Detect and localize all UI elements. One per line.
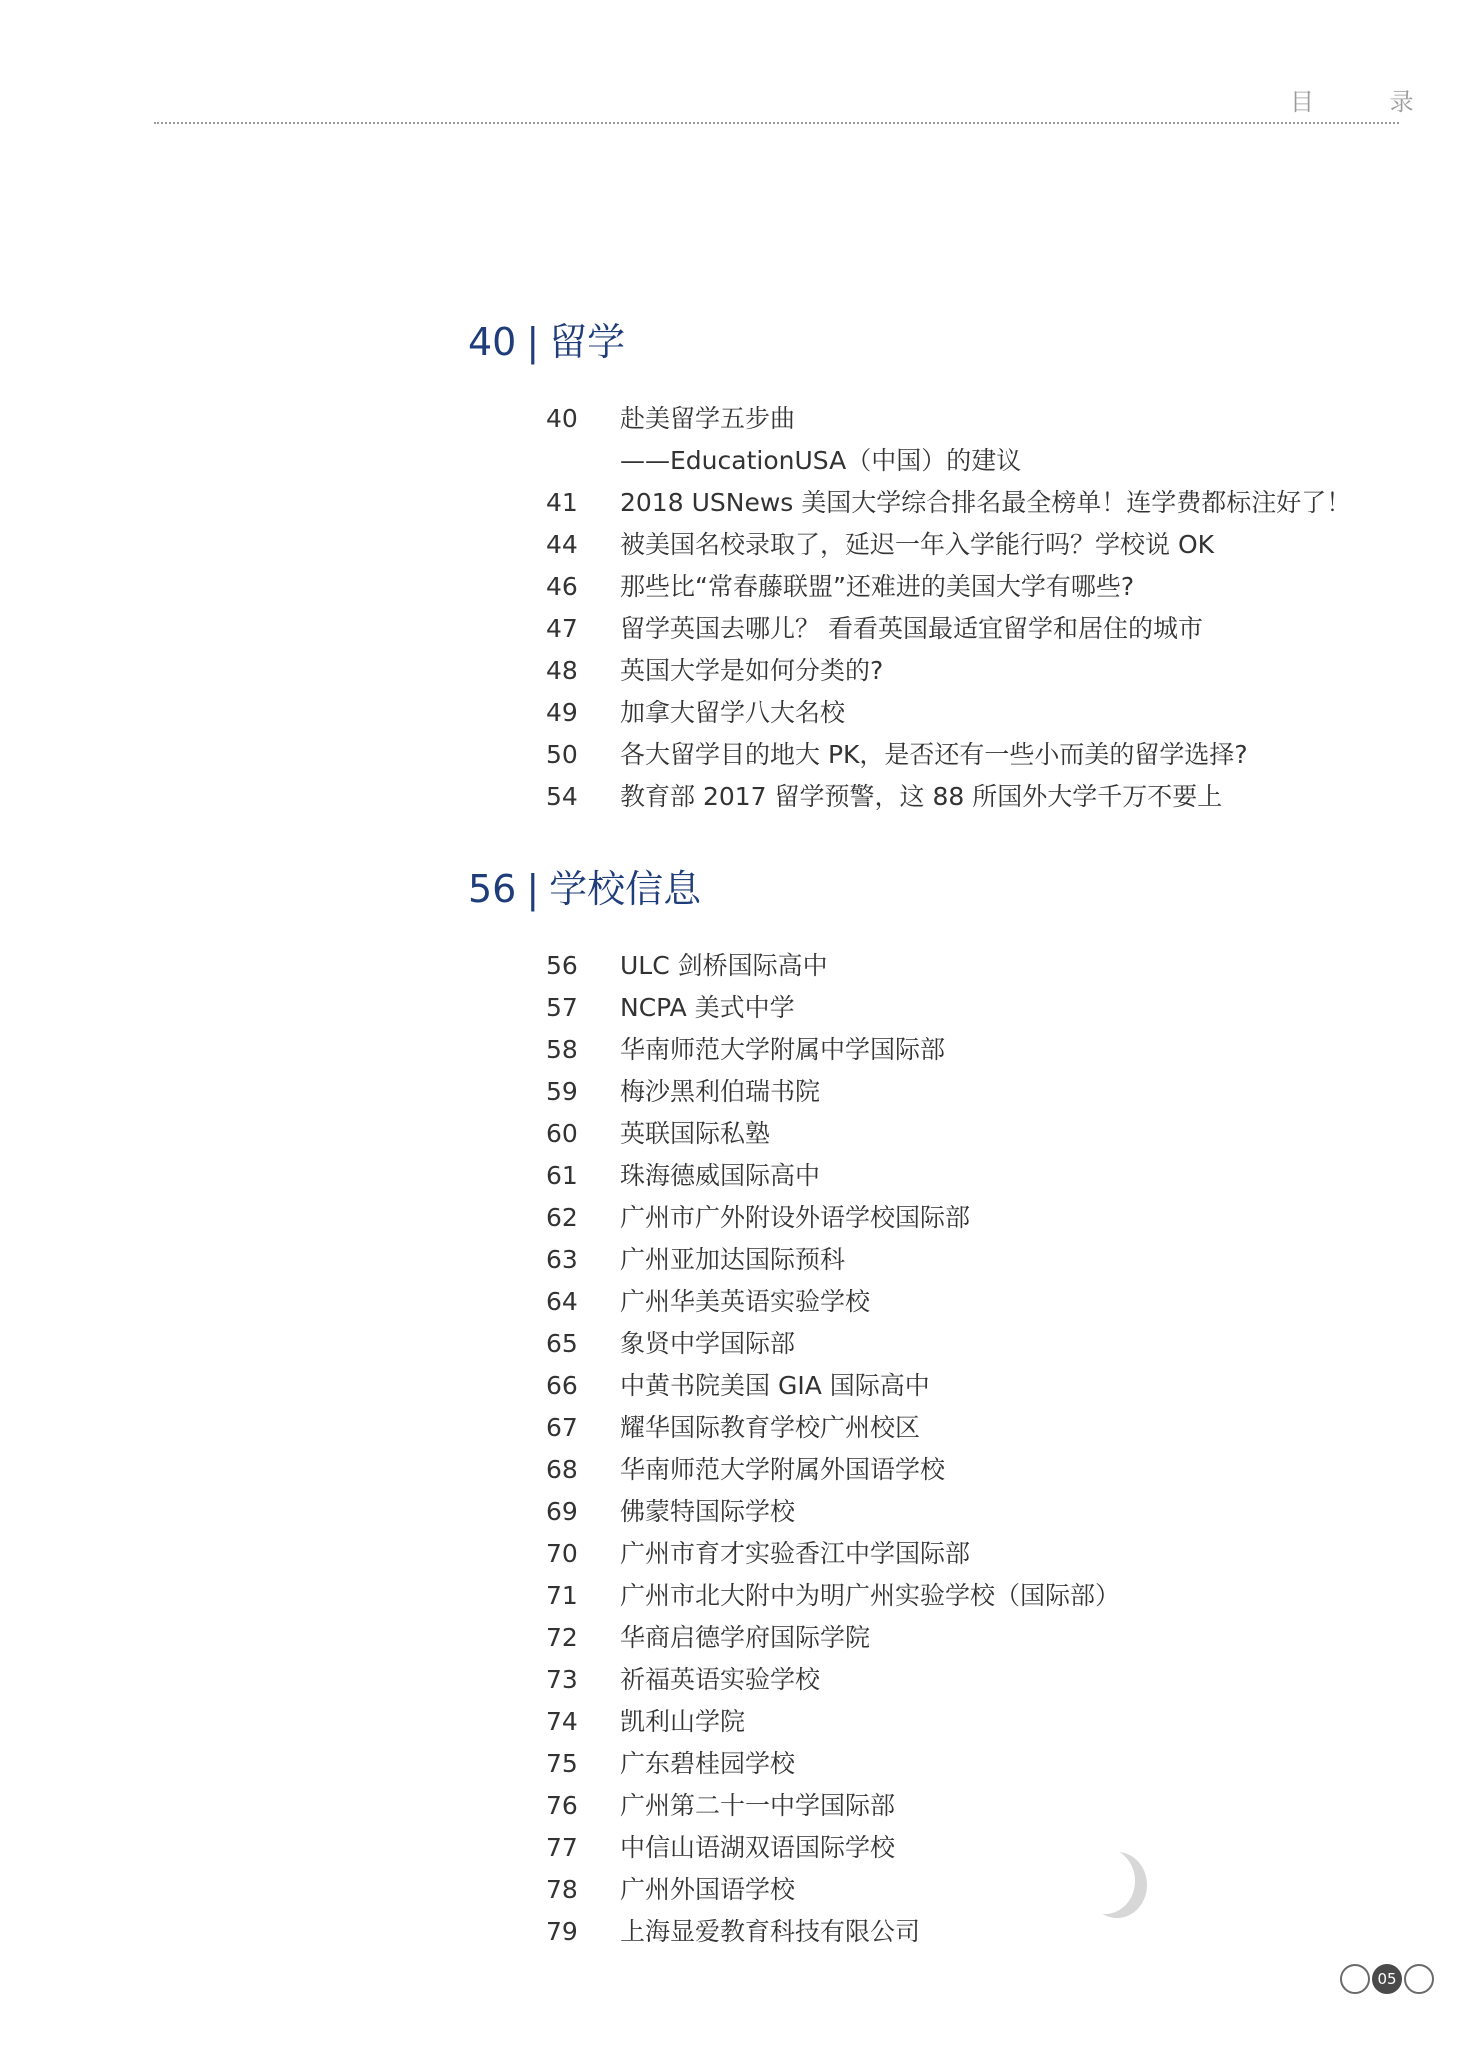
toc-section-study-abroad xyxy=(468,312,1398,811)
entry-title xyxy=(620,1533,1396,1575)
entry-title-line: 广州华美英语实验学校 xyxy=(620,1287,871,1316)
section-title-text: 学校信息 xyxy=(549,867,702,911)
entry-page-number: 69 xyxy=(546,1497,578,1526)
toc-entry xyxy=(546,1575,1396,1617)
entry-title xyxy=(620,1449,1396,1491)
circle-icon xyxy=(1340,1964,1370,1994)
entry-page-number: 63 xyxy=(546,1245,578,1274)
header-dotted-rule xyxy=(154,122,1399,124)
entry-page-number: 79 xyxy=(546,1917,578,1946)
entry-page-number: 65 xyxy=(546,1329,578,1358)
toc-entry xyxy=(546,608,1396,650)
entry-title-line: 广州市北大附中为明广州实验学校（国际部） xyxy=(620,1581,1121,1610)
entry-page-number: 71 xyxy=(546,1581,578,1610)
entry-title xyxy=(620,608,1396,650)
entry-title-line: 那些比“常春藤联盟”还难进的美国大学有哪些? xyxy=(620,572,1135,601)
entry-page-number: 76 xyxy=(546,1791,578,1820)
entry-title-line: 象贤中学国际部 xyxy=(620,1329,796,1358)
entry-title-line: 赴美留学五步曲 xyxy=(620,404,796,433)
entry-page-number: 57 xyxy=(546,993,578,1022)
entry-page-number: 73 xyxy=(546,1665,578,1694)
entry-title xyxy=(620,1323,1396,1365)
entry-title-line: 华商启德学府国际学院 xyxy=(620,1623,871,1652)
toc-entry xyxy=(546,398,1396,482)
entry-page-number: 67 xyxy=(546,1413,578,1442)
toc-entry-list xyxy=(546,398,1396,818)
entry-title-line: ——EducationUSA（中国）的建议 xyxy=(620,446,1022,475)
entry-title-line: 2018 USNews 美国大学综合排名最全榜单！连学费都标注好了！ xyxy=(620,488,1352,517)
entry-title-line: 耀华国际教育学校广州校区 xyxy=(620,1413,921,1442)
entry-page-number: 49 xyxy=(546,698,578,727)
entry-title-line: 英联国际私塾 xyxy=(620,1119,771,1148)
section-separator: | xyxy=(526,320,540,364)
section-heading xyxy=(468,859,1398,919)
entry-page-number: 78 xyxy=(546,1875,578,1904)
entry-title-line: 加拿大留学八大名校 xyxy=(620,698,846,727)
entry-title xyxy=(620,524,1396,566)
circle-icon xyxy=(1404,1964,1434,1994)
toc-entry xyxy=(546,1533,1396,1575)
entry-page-number: 62 xyxy=(546,1203,578,1232)
entry-title-line: 被美国名校录取了，延迟一年入学能行吗？学校说 OK xyxy=(620,530,1215,559)
toc-entry xyxy=(546,1323,1396,1365)
toc-entry xyxy=(546,945,1396,987)
toc-entry xyxy=(546,1071,1396,1113)
section-heading xyxy=(468,312,1398,372)
section-separator: | xyxy=(526,867,540,911)
toc-entry xyxy=(546,1155,1396,1197)
entry-title-line: ULC 剑桥国际高中 xyxy=(620,951,828,980)
entry-page-number: 44 xyxy=(546,530,578,559)
entry-title xyxy=(620,1071,1396,1113)
entry-title-line: 广州第二十一中学国际部 xyxy=(620,1791,896,1820)
entry-title-line: 凯利山学院 xyxy=(620,1707,746,1736)
entry-title xyxy=(620,692,1396,734)
entry-page-number: 47 xyxy=(546,614,578,643)
toc-section-school-info xyxy=(468,859,1398,1946)
entry-title-line: 教育部 2017 留学预警，这 88 所国外大学千万不要上 xyxy=(620,782,1223,811)
toc-entry xyxy=(546,1785,1396,1827)
toc-entry xyxy=(546,1365,1396,1407)
toc-entry xyxy=(546,987,1396,1029)
toc-entry xyxy=(546,566,1396,608)
page-number-badge xyxy=(1340,1962,1434,1996)
entry-title xyxy=(620,987,1396,1029)
toc-entry xyxy=(546,1029,1396,1071)
entry-page-number: 41 xyxy=(546,488,578,517)
page-number: 05 xyxy=(1372,1964,1402,1994)
entry-title xyxy=(620,1743,1396,1785)
toc-entry xyxy=(546,776,1396,818)
entry-page-number: 56 xyxy=(546,951,578,980)
entry-title xyxy=(620,1155,1396,1197)
entry-title xyxy=(620,398,1396,482)
entry-title-line: 英国大学是如何分类的? xyxy=(620,656,884,685)
entry-page-number: 70 xyxy=(546,1539,578,1568)
entry-title-line: 华南师范大学附属中学国际部 xyxy=(620,1035,946,1064)
entry-title xyxy=(620,1575,1396,1617)
entry-title xyxy=(620,1911,1396,1953)
toc-entry xyxy=(546,1407,1396,1449)
toc-entry xyxy=(546,1911,1396,1953)
toc-entry xyxy=(546,1113,1396,1155)
toc-entry xyxy=(546,1869,1396,1911)
entry-title xyxy=(620,1827,1396,1869)
entry-title xyxy=(620,1785,1396,1827)
toc-entry xyxy=(546,1449,1396,1491)
entry-page-number: 40 xyxy=(546,404,578,433)
entry-title-line: 祈福英语实验学校 xyxy=(620,1665,821,1694)
toc-entry xyxy=(546,1617,1396,1659)
entry-page-number: 74 xyxy=(546,1707,578,1736)
section-page-number: 40 xyxy=(468,320,517,364)
entry-page-number: 60 xyxy=(546,1119,578,1148)
section-title-text: 留学 xyxy=(549,320,626,364)
entry-page-number: 68 xyxy=(546,1455,578,1484)
entry-title-line: NCPA 美式中学 xyxy=(620,993,795,1022)
toc-entry xyxy=(546,1743,1396,1785)
running-header-title: 目 录 xyxy=(1290,88,1448,116)
entry-page-number: 66 xyxy=(546,1371,578,1400)
entry-title xyxy=(620,650,1396,692)
toc-entry xyxy=(546,482,1396,524)
entry-page-number: 48 xyxy=(546,656,578,685)
entry-title xyxy=(620,1659,1396,1701)
entry-title-line: 广州外国语学校 xyxy=(620,1875,796,1904)
toc-entry xyxy=(546,1491,1396,1533)
entry-title-line: 梅沙黑利伯瑞书院 xyxy=(620,1077,821,1106)
entry-page-number: 77 xyxy=(546,1833,578,1862)
entry-title xyxy=(620,734,1396,776)
entry-title-line: 佛蒙特国际学校 xyxy=(620,1497,796,1526)
entry-title xyxy=(620,1197,1396,1239)
entry-title xyxy=(620,1407,1396,1449)
entry-title-line: 广州市广外附设外语学校国际部 xyxy=(620,1203,971,1232)
toc-entry xyxy=(546,1197,1396,1239)
entry-title xyxy=(620,1491,1396,1533)
entry-page-number: 46 xyxy=(546,572,578,601)
entry-title xyxy=(620,945,1396,987)
entry-title-line: 中黄书院美国 GIA 国际高中 xyxy=(620,1371,930,1400)
toc-entry xyxy=(546,650,1396,692)
toc-entry-list xyxy=(546,945,1396,1953)
entry-page-number: 75 xyxy=(546,1749,578,1778)
entry-title-line: 广州亚加达国际预科 xyxy=(620,1245,846,1274)
toc-entry xyxy=(546,1827,1396,1869)
entry-page-number: 50 xyxy=(546,740,578,769)
entry-title-line: 广州市育才实验香江中学国际部 xyxy=(620,1539,971,1568)
crescent-decoration xyxy=(1075,1848,1135,1914)
entry-page-number: 54 xyxy=(546,782,578,811)
entry-title xyxy=(620,1029,1396,1071)
toc-entry xyxy=(546,692,1396,734)
entry-page-number: 72 xyxy=(546,1623,578,1652)
entry-title xyxy=(620,1365,1396,1407)
entry-page-number: 58 xyxy=(546,1035,578,1064)
entry-title-line: 上海显爱教育科技有限公司 xyxy=(620,1917,921,1946)
entry-page-number: 59 xyxy=(546,1077,578,1106)
entry-title xyxy=(620,566,1396,608)
entry-page-number: 61 xyxy=(546,1161,578,1190)
toc-entry xyxy=(546,1659,1396,1701)
section-page-number: 56 xyxy=(468,867,517,911)
toc-entry xyxy=(546,1701,1396,1743)
entry-title-line: 各大留学目的地大 PK，是否还有一些小而美的留学选择? xyxy=(620,740,1248,769)
entry-title-line: 广东碧桂园学校 xyxy=(620,1749,796,1778)
entry-title-line: 华南师范大学附属外国语学校 xyxy=(620,1455,946,1484)
entry-title xyxy=(620,482,1396,524)
toc-entry xyxy=(546,524,1396,566)
toc-entry xyxy=(546,734,1396,776)
entry-title xyxy=(620,1869,1396,1911)
entry-page-number: 64 xyxy=(546,1287,578,1316)
entry-title xyxy=(620,1617,1396,1659)
entry-title-line: 留学英国去哪儿？ 看看英国最适宜留学和居住的城市 xyxy=(620,614,1203,643)
entry-title-line: 中信山语湖双语国际学校 xyxy=(620,1833,896,1862)
entry-title xyxy=(620,1239,1396,1281)
entry-title xyxy=(620,1281,1396,1323)
toc-entry xyxy=(546,1239,1396,1281)
entry-title xyxy=(620,776,1396,818)
entry-title xyxy=(620,1113,1396,1155)
entry-title-line: 珠海德威国际高中 xyxy=(620,1161,821,1190)
entry-title xyxy=(620,1701,1396,1743)
toc-entry xyxy=(546,1281,1396,1323)
